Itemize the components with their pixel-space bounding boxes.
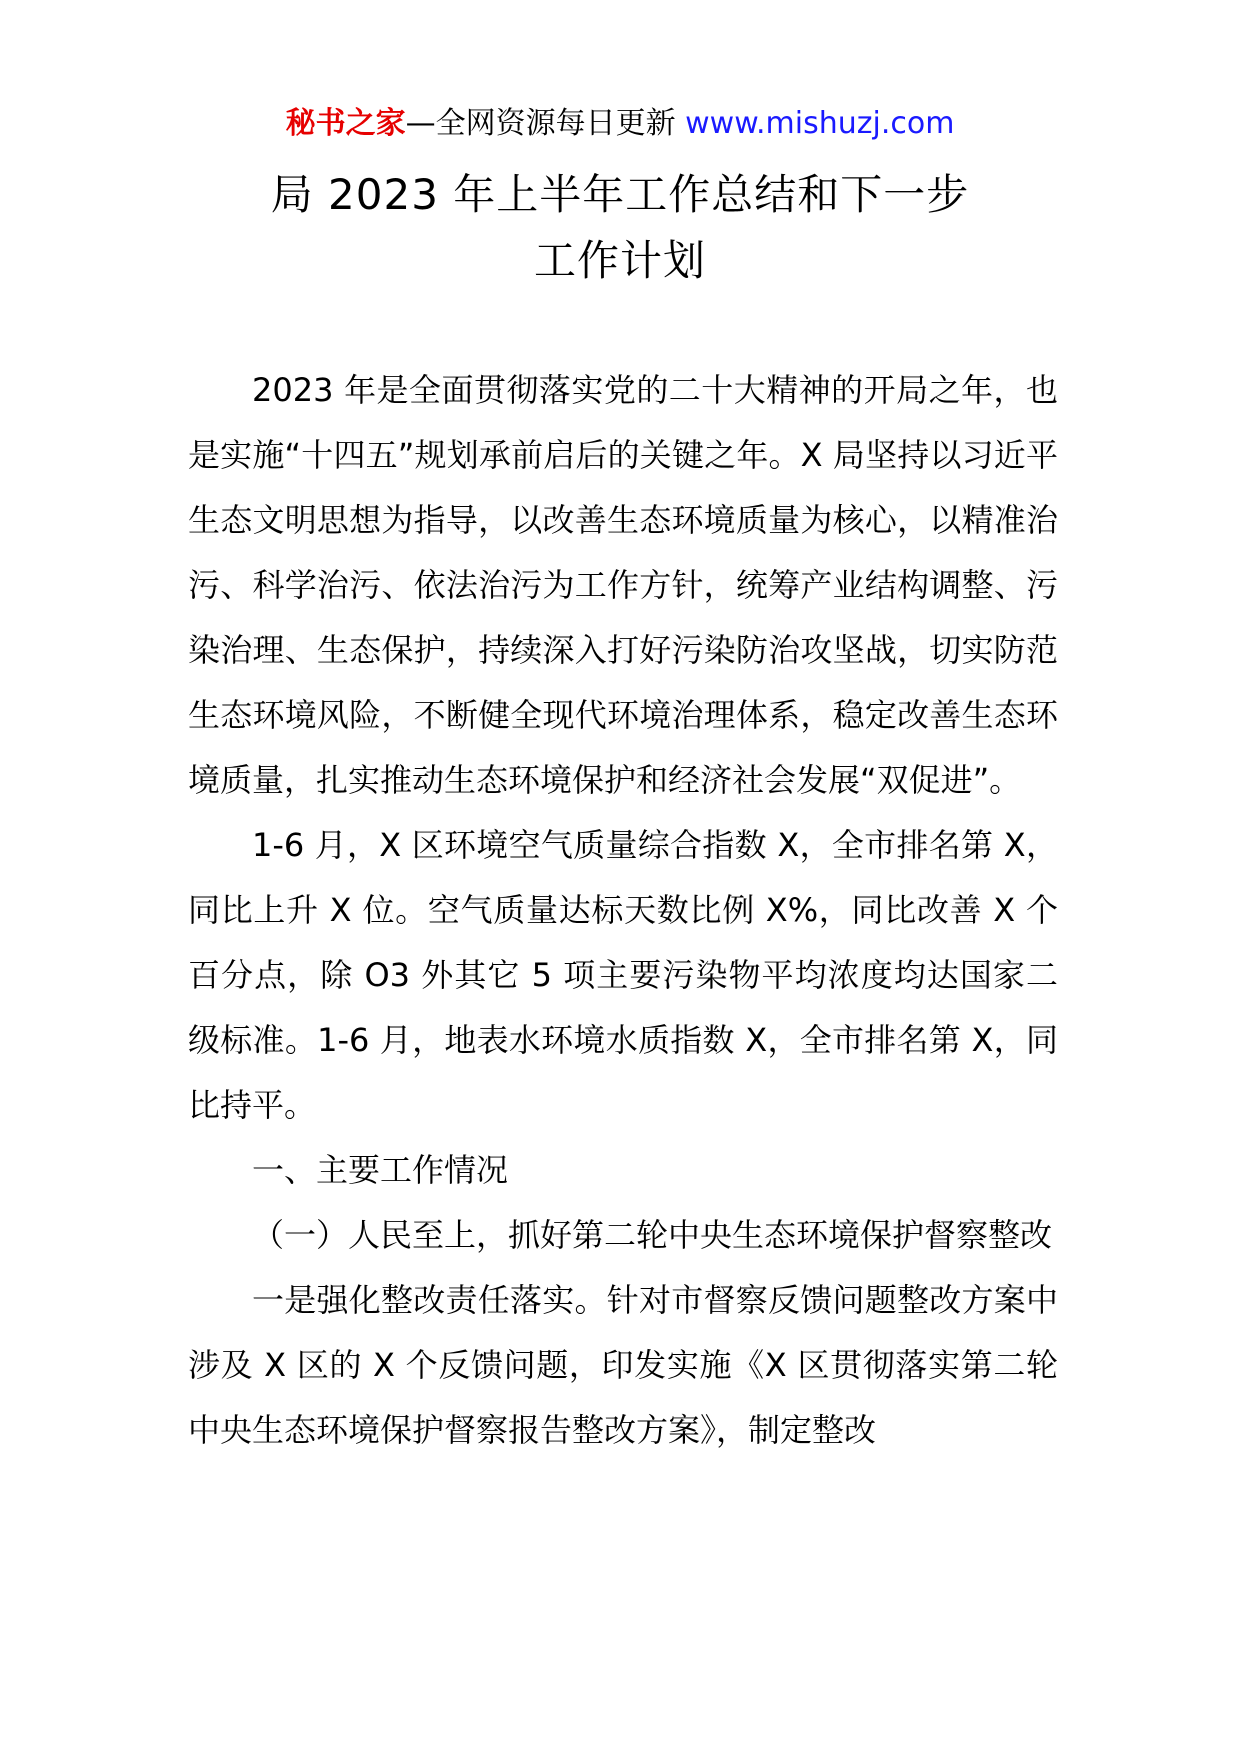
measure-paragraph: 一是强化整改责任落实。针对市督察反馈问题整改方案中涉及 X 区的 X 个反馈问题，印发实施《X 区贯彻落实第二轮中央生态环境保护督察报告整改方案》，制定整改 [188, 1281, 1058, 1449]
subsection-heading: （一）人民至上，抓好第二轮中央生态环境保护督察整改 [252, 1216, 1053, 1254]
intro-paragraph: 2023 年是全面贯彻落实党的二十大精神的开局之年，也是实施“十四五”规划承前启后的关键之年。X 局坚持以习近平生态文明思想为指导，以改善生态环境质量为核心，以精准治污、科学治污、依法治污为工作方针，统筹产业结构调整、污染治理、生态保护，持续深入打好污染防治攻坚战，切实防范生态环境风险，不断健全现代环境治理体系，稳定改善生态环境质量，扎实推动生态环境保护和经济社会发展“双促进”。 [188, 371, 1058, 799]
document-body [188, 358, 1058, 1463]
brand-name: 秘书之家 [285, 106, 406, 141]
title-line-2: 工作计划 [533, 236, 706, 285]
document-title [0, 162, 1240, 294]
title-line-1: 局 2023 年上半年工作总结和下一步 [270, 170, 970, 219]
section-heading: 一、主要工作情况 [252, 1151, 509, 1189]
statistics-paragraph: 1-6 月，X 区环境空气质量综合指数 X，全市排名第 X，同比上升 X 位。空气质量达标天数比例 X%，同比改善 X 个百分点，除 O3 外其它 5 项主要污染物平均浓度均达国家二级标准。1-6 月，地表水环境水质指数 X，全市排名第 X，同比持平。 [188, 826, 1058, 1124]
site-url-link[interactable]: www.mishuzj.com [685, 106, 955, 141]
header-tagline: —全网资源每日更新 [405, 106, 686, 141]
site-header [0, 102, 1240, 146]
